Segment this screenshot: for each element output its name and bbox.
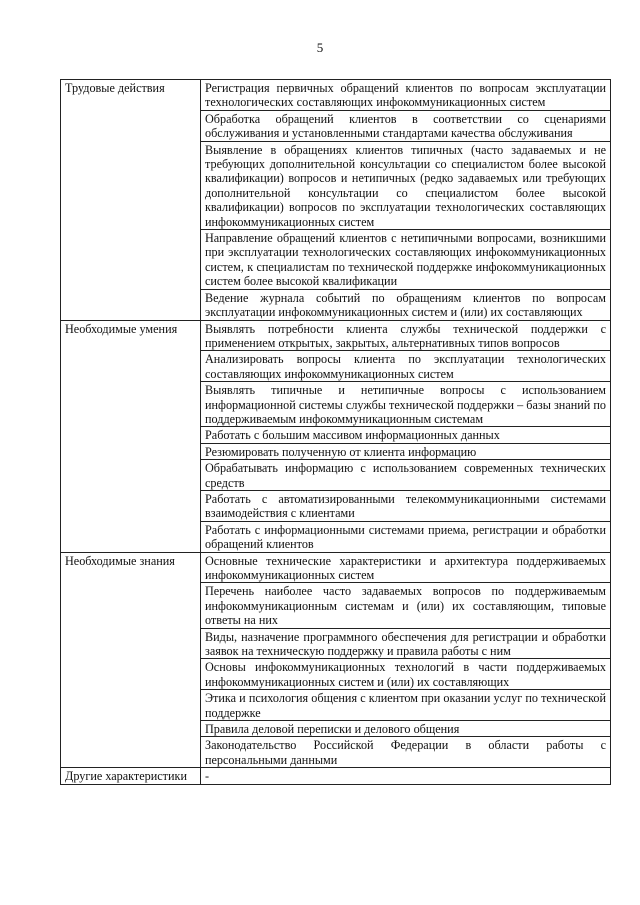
section-item: Выявление в обращениях клиентов типичных (часто задаваемых и не требующих дополнительной консультации со специалистом более высокой квалификации) вопросов и нетипичных (редко задаваемых или требующих дополнительной консультации со специалистом более высокой квалификации) вопросов по эксплуатации технологических составляющих инфокоммуникационных систем	[201, 141, 611, 229]
section-item: Направление обращений клиентов с нетипичными вопросами, возникшими при эксплуатации технологических составляющих инфокоммуникационных систем, к специалистам по технической поддержке инфокоммуникационных систем более высокой квалификации	[201, 230, 611, 290]
section-label: Трудовые действия	[61, 80, 201, 321]
section-item: Анализировать вопросы клиента по эксплуатации технологических составляющих инфокоммуникационных систем	[201, 351, 611, 382]
section-item: Работать с автоматизированными телекоммуникационными системами взаимодействия с клиентами	[201, 490, 611, 521]
page-number: 5	[316, 40, 324, 55]
section-label: Необходимые знания	[61, 552, 201, 768]
table-row	[61, 552, 611, 583]
section-item: Основы инфокоммуникационных технологий в части поддерживаемых инфокоммуникационных систем и (или) их составляющих	[201, 659, 611, 690]
section-item: Работать с большим массивом информационных данных	[201, 427, 611, 443]
table-row	[61, 320, 611, 351]
section-item: Этика и психология общения с клиентом при оказании услуг по технической поддержке	[201, 690, 611, 721]
section-item: Регистрация первичных обращений клиентов по вопросам эксплуатации технологических составляющих инфокоммуникационных систем	[201, 80, 611, 111]
section-item: Виды, назначение программного обеспечения для регистрации и обработки заявок на техническую поддержку и правила работы с ним	[201, 628, 611, 659]
section-item: Ведение журнала событий по обращениям клиентов по вопросам эксплуатации инфокоммуникационных систем и (или) их составляющих	[201, 289, 611, 320]
section-item: Правила деловой переписки и делового общения	[201, 721, 611, 737]
section-item: Работать с информационными системами приема, регистрации и обработки обращений клиентов	[201, 521, 611, 552]
section-item: Обрабатывать информацию с использованием современных технических средств	[201, 460, 611, 491]
section-item: Перечень наиболее часто задаваемых вопросов по поддерживаемым инфокоммуникационным системам и (или) их составляющим, типовые ответы на них	[201, 583, 611, 628]
section-label: Другие характеристики	[61, 768, 201, 784]
table-row	[61, 80, 611, 111]
section-item: Выявлять типичные и нетипичные вопросы с использованием информационной системы службы технической поддержки – базы знаний по поддерживаемым инфокоммуникационным системам	[201, 382, 611, 427]
section-item: Законодательство Российской Федерации в области работы с персональными данными	[201, 737, 611, 768]
section-item: Выявлять потребности клиента службы технической поддержки с применением открытых, закрытых, альтернативных типов вопросов	[201, 320, 611, 351]
section-item: Основные технические характеристики и архитектура поддерживаемых инфокоммуникационных систем	[201, 552, 611, 583]
section-label: Необходимые умения	[61, 320, 201, 552]
section-item: Обработка обращений клиентов в соответствии со сценариями обслуживания и установленными стандартами качества обслуживания	[201, 110, 611, 141]
characteristics-table	[60, 79, 611, 785]
table-row	[61, 768, 611, 784]
section-item: Резюмировать полученную от клиента информацию	[201, 443, 611, 459]
section-item: -	[201, 768, 611, 784]
